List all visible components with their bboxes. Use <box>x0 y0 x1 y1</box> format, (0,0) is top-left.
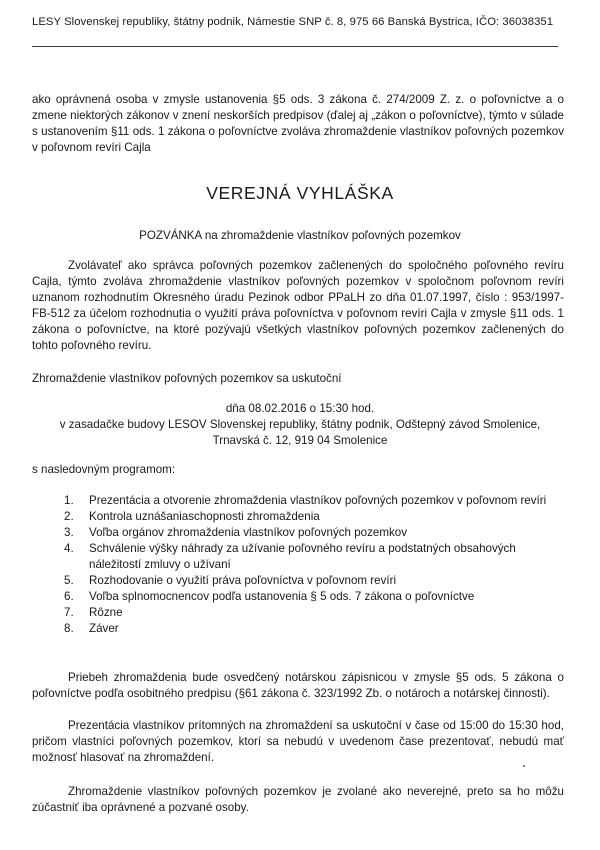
program-item <box>64 589 564 605</box>
protocol-paragraph: Priebeh zhromaždenia bude osvedčený notárskou zápisnicou v zmysle §5 ods. 5 zákona o poľovníctve podľa osobitného predpisu (§61 zákona č. 323/1992 Zb. o notároch a notárskej činnosti). <box>32 671 564 700</box>
letterhead: LESY Slovenskej republiky, štátny podnik, Námestie SNP č. 8, 975 66 Banská Bystrica, IČO: 36038351 <box>32 16 554 28</box>
meeting-venue: v zasadačke budovy LESOV Slovenskej republiky, štátny podnik, Odštepný závod Smolenice, <box>59 418 541 431</box>
program-item-number: 1. <box>64 494 74 507</box>
program-item <box>64 621 564 637</box>
program-item <box>64 605 564 621</box>
program-item-number: 2. <box>64 510 74 523</box>
program-item <box>64 573 564 589</box>
program-item-text: Rozhodovanie o využití práva poľovníctva v poľovnom revíri <box>89 574 397 587</box>
program-item-text: Voľba splnomocnencov podľa ustanovenia § 5 ods. 7 zákona o poľovníctve <box>89 590 475 603</box>
meeting-date: dňa 08.02.2016 o 15:30 hod. <box>225 402 375 415</box>
program-item-number: 4. <box>64 542 74 555</box>
program-item-number: 8. <box>64 622 74 635</box>
program-item <box>64 493 564 509</box>
stray-dot-mark <box>523 765 525 767</box>
convocation-paragraph: Zvolávateľ ako správca poľovných pozemkov začlenených do spoločného poľovného revíru Cajla, týmto zvoláva zhromaždenie vlastníkov poľovných pozemkov v spoločnom poľovnom revíri uznanom rozhodnutím Okresného úradu Pezinok odbor PPaLH zo dňa 01.07.1997, číslo : 953/1997-FB-512 za účelom rozhodnutia o využití práva poľovníctva v poľovnom revíri Cajla v zmysle §11 ods. 1 zákona o poľovníctve, na ktoré pozývajú všetkých vlastníkov poľovných pozemkov začlenených do tohto poľovného revíru. <box>32 259 564 352</box>
meeting-address: Trnavská č. 12, 919 04 Smolenice <box>212 434 388 447</box>
program-item-number: 7. <box>64 606 74 619</box>
document-subtitle: POZVÁNKA na zhromaždenie vlastníkov poľovných pozemkov <box>139 229 461 242</box>
program-item <box>64 541 564 573</box>
program-item-text: Záver <box>89 622 119 635</box>
document-title: VEREJNÁ VYHLÁŠKA <box>206 183 394 203</box>
program-item-text: Schválenie výšky náhrady za užívanie poľovného revíru a podstatných obsahových náležitostí zmluvy o užívaní <box>89 542 516 571</box>
program-item-text: Kontrola uznášaniaschopnosti zhromaždenia <box>89 510 320 523</box>
program-item-number: 3. <box>64 526 74 539</box>
presentation-paragraph: Prezentácia vlastníkov prítomných na zhromaždení sa uskutoční v čase od 15:00 do 15:30 hod, pričom vlastníci poľovných pozemkov, ktorí sa nebudú v uvedenom čase prezentovať, nebudú mať možnosť hlasovať na zhromaždení. <box>32 719 564 764</box>
program-label: s nasledovným programom: <box>32 463 176 476</box>
program-item-number: 5. <box>64 574 74 587</box>
intro-paragraph: ako oprávnená osoba v zmysle ustanovenia §5 ods. 3 zákona č. 274/2009 Z. z. o poľovníctve a o zmene niektorých zákonov v znení neskorších predpisov (ďalej aj „zákon o poľovníctve), týmto v súlade s ustanovením §11 ods. 1 zákona o poľovníctve zvoláva zhromaždenie vlastníkov poľovných pozemkov v poľovnom revíri Cajla <box>32 93 564 154</box>
program-item-text: Voľba orgánov zhromaždenia vlastníkov poľovných pozemkov <box>89 526 408 539</box>
closing-paragraph: Zhromaždenie vlastníkov poľovných pozemkov je zvolané ako neverejné, preto sa ho môžu zúčastniť iba oprávnené a pozvané osoby. <box>32 785 564 814</box>
meeting-sentence: Zhromaždenie vlastníkov poľovných pozemkov sa uskutoční <box>32 372 342 385</box>
program-item <box>64 525 564 541</box>
program-item-number: 6. <box>64 590 74 603</box>
program-list <box>64 493 564 637</box>
meeting-details <box>0 401 600 449</box>
program-item-text: Prezentácia a otvorenie zhromaždenia vlastníkov poľovných pozemkov v poľovnom revíri <box>89 494 547 507</box>
program-item-text: Rôzne <box>89 606 123 619</box>
header-divider <box>32 46 558 47</box>
program-item <box>64 509 564 525</box>
